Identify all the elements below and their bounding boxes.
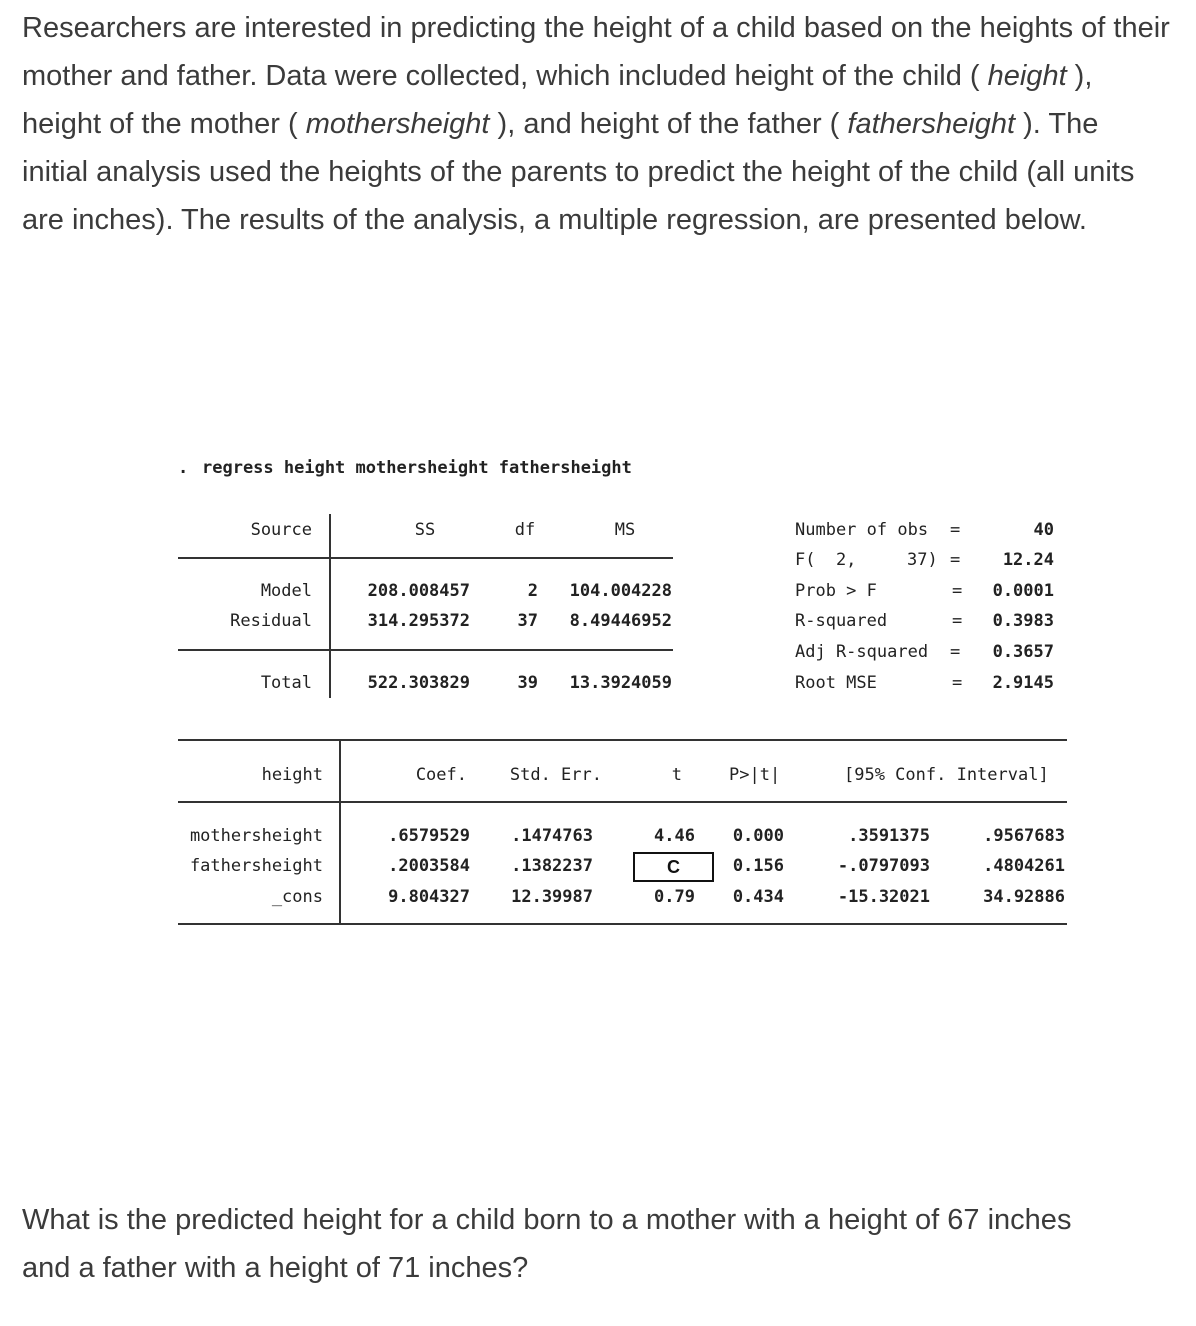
- stat-equals: =: [950, 520, 961, 540]
- stat-value: 0.3983: [992, 611, 1054, 631]
- coef-row-se: 12.39987: [511, 887, 593, 907]
- coef-row-ci-hi: .4804261: [983, 856, 1065, 876]
- coef-row-se: .1474763: [511, 826, 593, 846]
- blank-t-box: C: [633, 852, 714, 882]
- stat-label: F( 2,: [795, 550, 857, 570]
- anova-total-rule: [178, 649, 673, 651]
- stat-label: Root MSE: [795, 673, 877, 693]
- coef-top-rule: [178, 739, 1067, 741]
- coef-header-var: height: [261, 765, 323, 785]
- coef-row-ci-lo: -15.32021: [837, 887, 930, 907]
- intro-text-1: Researchers are interested in predicting the height of a child based on the heights of their mother and father. Data were collected, which included height of the child (: [22, 12, 1170, 92]
- stat-value: 12.24: [1002, 550, 1054, 570]
- coef-header-ci: [95% Conf. Interval]: [844, 765, 1049, 785]
- anova-row-ss: 208.008457: [367, 581, 470, 601]
- anova-row-df: 37: [517, 611, 538, 631]
- var-fathersheight: fathersheight: [847, 108, 1016, 140]
- stat-value: 40: [1033, 520, 1054, 540]
- coef-vertical-rule: [339, 740, 341, 924]
- coef-row-p: 0.156: [732, 856, 784, 876]
- var-mothersheight: mothersheight: [305, 108, 490, 140]
- anova-header-df: df: [514, 520, 536, 540]
- anova-header-ms: MS: [614, 520, 636, 540]
- coef-row-coef: .2003584: [388, 856, 470, 876]
- coef-row-var: mothersheight: [189, 826, 323, 846]
- coef-row-var: _cons: [271, 887, 323, 907]
- stat-label: Prob > F: [795, 581, 877, 601]
- coef-row-ci-hi: 34.92886: [983, 887, 1065, 907]
- command-text: regress height mothersheight fathersheight: [202, 458, 632, 478]
- stat-equals: =: [952, 581, 963, 601]
- coef-row-t: 4.46: [654, 826, 695, 846]
- anova-total-df: 39: [517, 673, 538, 693]
- intro-text-2: ), height of the mother (: [22, 60, 1093, 140]
- stat-equals: =: [950, 642, 961, 662]
- coef-row-p: 0.000: [732, 826, 784, 846]
- stat-label: Adj R-squared: [795, 642, 929, 662]
- anova-row-ss: 314.295372: [367, 611, 470, 631]
- coef-header-t: t: [671, 765, 682, 785]
- anova-total-ss: 522.303829: [367, 673, 470, 693]
- coef-header-se: Std. Err.: [509, 765, 602, 785]
- coef-row-ci-hi: .9567683: [983, 826, 1065, 846]
- anova-row-source: Residual: [230, 611, 312, 631]
- stat-equals: =: [952, 611, 963, 631]
- intro-text-3: ), and height of the father (: [489, 108, 848, 140]
- anova-total-ms: 13.3924059: [569, 673, 672, 693]
- coef-row-coef: 9.804327: [388, 887, 470, 907]
- coef-header-coef: Coef.: [415, 765, 467, 785]
- stat-value: 0.3657: [992, 642, 1054, 662]
- stat-label: R-squared: [795, 611, 888, 631]
- question-text: What is the predicted height for a child born to a mother with a height of 67 inches and a father with a height of 71 inches?: [22, 1204, 1072, 1284]
- stat-equals: =: [952, 673, 963, 693]
- coef-bottom-rule: [178, 923, 1067, 925]
- coef-row-ci-lo: -.0797093: [837, 856, 930, 876]
- stat-label-df2: 37): [907, 550, 938, 570]
- coef-row-t: 0.79: [654, 887, 695, 907]
- coef-header-rule: [178, 801, 1067, 803]
- anova-row-source: Model: [260, 581, 312, 601]
- coef-row-coef: .6579529: [388, 826, 470, 846]
- anova-header-ss: SS: [414, 520, 436, 540]
- var-height: height: [987, 60, 1067, 92]
- anova-row-df: 2: [527, 581, 538, 601]
- coef-row-se: .1382237: [511, 856, 593, 876]
- anova-header-source: Source: [250, 520, 312, 540]
- intro-paragraph: [22, 4, 1172, 244]
- anova-row-ms: 104.004228: [569, 581, 672, 601]
- stat-label: Number of obs: [795, 520, 929, 540]
- stat-value: 2.9145: [992, 673, 1054, 693]
- intro-text-4: ). The initial analysis used the heights of the parents to predict the height of the child (all units are inches). The results of the analysis, a multiple regression, are presented below.: [22, 108, 1135, 236]
- anova-vertical-rule: [329, 514, 331, 698]
- stat-equals: =: [950, 550, 961, 570]
- stat-value: 0.0001: [992, 581, 1054, 601]
- coef-row-ci-lo: .3591375: [848, 826, 930, 846]
- coef-row-var: fathersheight: [189, 856, 323, 876]
- command-prompt: .: [178, 458, 189, 478]
- coef-header-p: P>|t|: [729, 765, 781, 785]
- coef-row-p: 0.434: [732, 887, 784, 907]
- anova-header-rule: [178, 557, 673, 559]
- anova-row-ms: 8.49446952: [569, 611, 672, 631]
- anova-total-source: Total: [260, 673, 312, 693]
